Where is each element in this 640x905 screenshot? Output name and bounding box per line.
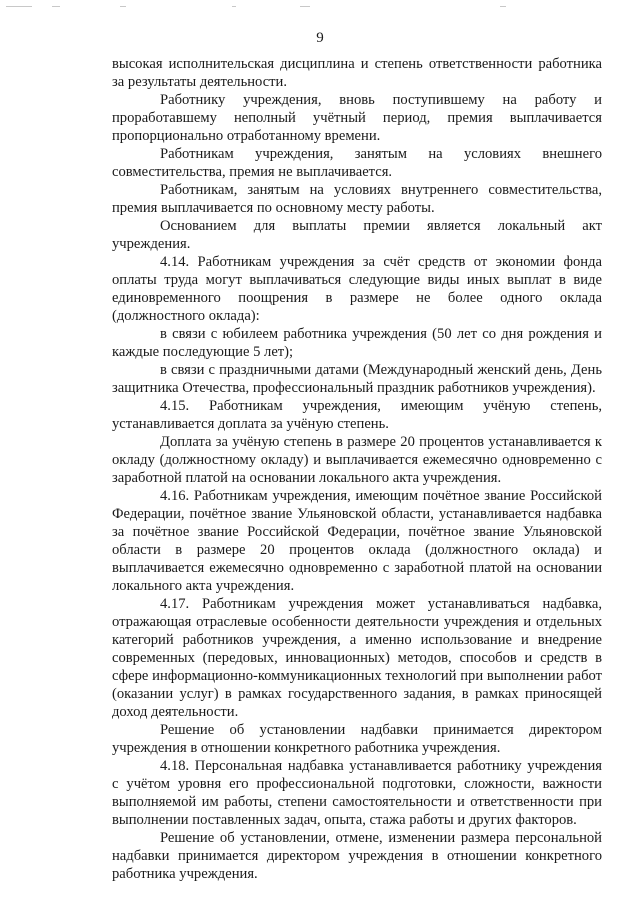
paragraph-4-18: 4.18. Персональная надбавка устанавливается работнику учреждения с учётом уровня его профессиональной подготовки, сложности, важности выполняемой им работы, степени самостоятельности и ответственности при выполнении поставленных задач, опыта, стажа работы и других факторов. <box>112 758 602 828</box>
scan-speck <box>6 6 32 7</box>
document-body <box>112 55 602 883</box>
paragraph-external-part-time: Работникам учреждения, занятым на условиях внешнего совместительства, премия не выплачивается. <box>112 146 602 180</box>
paragraph-premium-basis: Основанием для выплаты премии является локальный акт учреждения. <box>112 218 602 252</box>
paragraph-personal-allowance-decision: Решение об установлении, отмене, изменении размера персональной надбавки принимается директором учреждения в отношении конкретного работника учреждения. <box>112 830 602 882</box>
paragraph-4-15: 4.15. Работникам учреждения, имеющим учёную степень, устанавливается доплата за учёную степень. <box>112 398 602 432</box>
paragraph-anniversary: в связи с юбилеем работника учреждения (50 лет со дня рождения и каждые последующие 5 лет); <box>112 326 602 360</box>
scan-artifacts <box>0 6 640 14</box>
scan-speck <box>300 6 310 7</box>
paragraph-internal-part-time: Работникам, занятым на условиях внутреннего совместительства, премия выплачивается по основному месту работы. <box>112 182 602 216</box>
paragraph-premium-criteria-end: высокая исполнительская дисциплина и степень ответственности работника за результаты деятельности. <box>112 56 602 90</box>
scan-speck <box>500 6 506 7</box>
scan-speck <box>120 6 126 7</box>
paragraph-holidays: в связи с праздничными датами (Международный женский день, День защитника Отечества, профессиональный праздник работников учреждения). <box>112 362 602 396</box>
scan-speck <box>232 6 236 7</box>
scan-speck <box>52 6 60 7</box>
paragraph-4-16: 4.16. Работникам учреждения, имеющим почётное звание Российской Федерации, почётное звание Ульяновской области, устанавливается надбавка за почётное звание Российской Федерации, почётное звание Ульяновской области в размере 20 процентов оклада (должностного оклада) и выплачивается ежемесячно одновременно с заработной платой на основании локального акта учреждения. <box>112 488 602 594</box>
paragraph-4-17: 4.17. Работникам учреждения может устанавливаться надбавка, отражающая отраслевые особенности деятельности учреждения и отдельных категорий работников учреждения, а именно использование и внедрение современных (передовых, инновационных) методов, способов и средств в сфере информационно-коммуникационных технологий при выполнении работ (оказании услуг) в рамках государственного задания, в рамках приносящей доход деятельности. <box>112 596 602 720</box>
page-number: 9 <box>316 30 324 46</box>
paragraph-new-employee-premium: Работнику учреждения, вновь поступившему на работу и проработавшему неполный учётный период, премия выплачивается пропорционально отработанному времени. <box>112 92 602 144</box>
paragraph-degree-bonus: Доплата за учёную степень в размере 20 процентов устанавливается к окладу (должностному окладу) и выплачивается ежемесячно одновременно с заработной платой на основании локального акта учреждения. <box>112 434 602 486</box>
paragraph-allowance-decision: Решение об установлении надбавки принимается директором учреждения в отношении конкретного работника учреждения. <box>112 722 602 756</box>
paragraph-4-14: 4.14. Работникам учреждения за счёт средств от экономии фонда оплаты труда могут выплачиваться следующие виды иных выплат в виде единовременного поощрения в размере не более одного оклада (должностного оклада): <box>112 254 602 324</box>
